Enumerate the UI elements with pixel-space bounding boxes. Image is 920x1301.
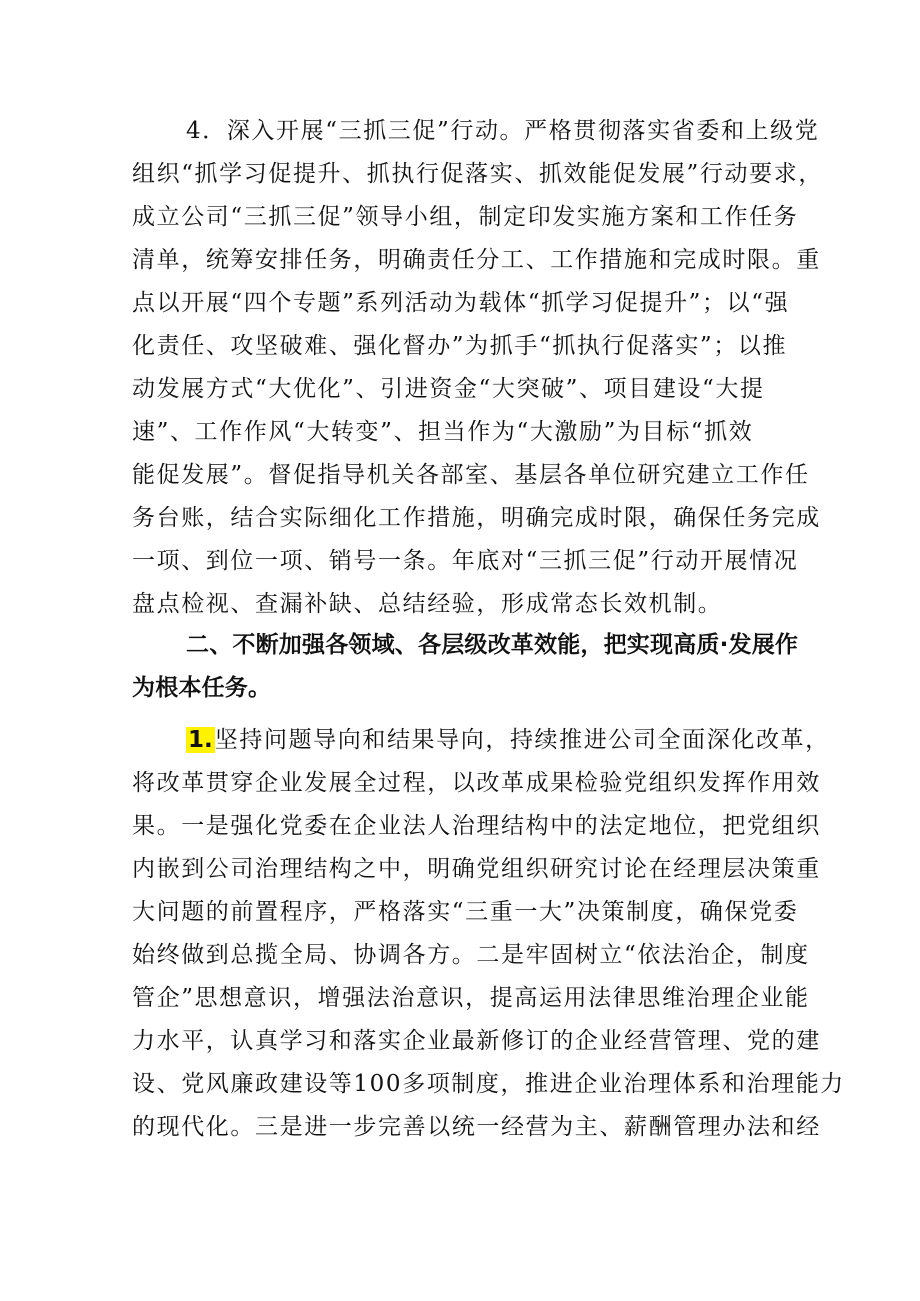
heading-line: 二、不断加强各领域、各层级改革效能，把实现高质·发展作: [186, 632, 799, 658]
paragraph-line: 将改革贯穿企业发展全过程，以改革成果检验党组织发挥作用效: [132, 770, 821, 796]
paragraph-line-text: 坚持问题导向和结果导向，持续推进公司全面深化改革，: [214, 727, 830, 753]
paragraph-line: 动发展方式“大优化”、引进资金“大突破”、项目建设“大提: [132, 376, 765, 402]
paragraph-line: 成立公司“三抓三促”领导小组，制定印发实施方案和工作任务: [132, 204, 799, 230]
section-heading-two: [132, 624, 799, 710]
paragraph-line: 能促发展”。督促指导机关各部室、基层各单位研究建立工作任: [132, 462, 810, 488]
paragraph-line: 大问题的前置程序，严格落实“三重一大”决策制度，确保党委: [132, 899, 799, 925]
paragraph-line: 务台账，结合实际细化工作措施，明确完成时限，确保任务完成: [132, 505, 821, 531]
paragraph-line: 化责任、攻坚破难、强化督办”为抓手“抓执行促落实”；以推: [132, 333, 788, 359]
paragraph-line: 力水平，认真学习和落实企业最新修订的企业经营管理、党的建: [132, 1028, 821, 1054]
paragraph-line: 清单，统筹安排任务，明确责任分工、工作措施和完成时限。重: [132, 247, 821, 273]
paragraph-line: 果。一是强化党委在企业法人治理结构中的法定地位，把党组织: [132, 813, 821, 839]
paragraph-line: 管企”思想意识，增强法治意识，提高运用法律思维治理企业能: [132, 985, 810, 1011]
paragraph-line: 盘点检视、查漏补缺、总结经验，形成常态长效机制。: [132, 591, 723, 617]
paragraph-line: 一项、到位一项、销号一条。年底对“三抓三促”行动开展情况: [132, 548, 799, 574]
paragraph-line: 内嵌到公司治理结构之中，明确党组织研究讨论在经理层决策重: [132, 856, 821, 882]
paragraph-line: 组织“抓学习促提升、抓执行促落实、抓效能促发展”行动要求，: [132, 161, 823, 187]
paragraph-line: 4．深入开展“三抓三促”行动。严格贯彻落实省委和上级党: [186, 118, 820, 144]
paragraph-first-line: [132, 719, 830, 762]
paragraph-line: 速”、工作作风“大转变”、担当作为“大激励”为目标“抓效: [132, 419, 754, 445]
heading-line: 为根本任务。: [132, 675, 272, 701]
paragraph-line: 始终做到总揽全局、协调各方。二是牢固树立“依法治企，制度: [132, 942, 810, 968]
highlighted-item-number: 1.: [188, 727, 213, 753]
paragraph-line: 设、党风廉政建设等100多项制度，推进企业治理体系和治理能力: [132, 1071, 845, 1097]
paragraph-reform-efficiency: [132, 719, 845, 1149]
paragraph-line: 的现代化。三是进一步完善以统一经营为主、薪酬管理办法和经: [132, 1114, 821, 1140]
paragraph-line: 点以开展“四个专题”系列活动为载体“抓学习促提升”；以“强: [132, 290, 790, 316]
paragraph-three-grasps-three-promotes: [132, 110, 823, 626]
